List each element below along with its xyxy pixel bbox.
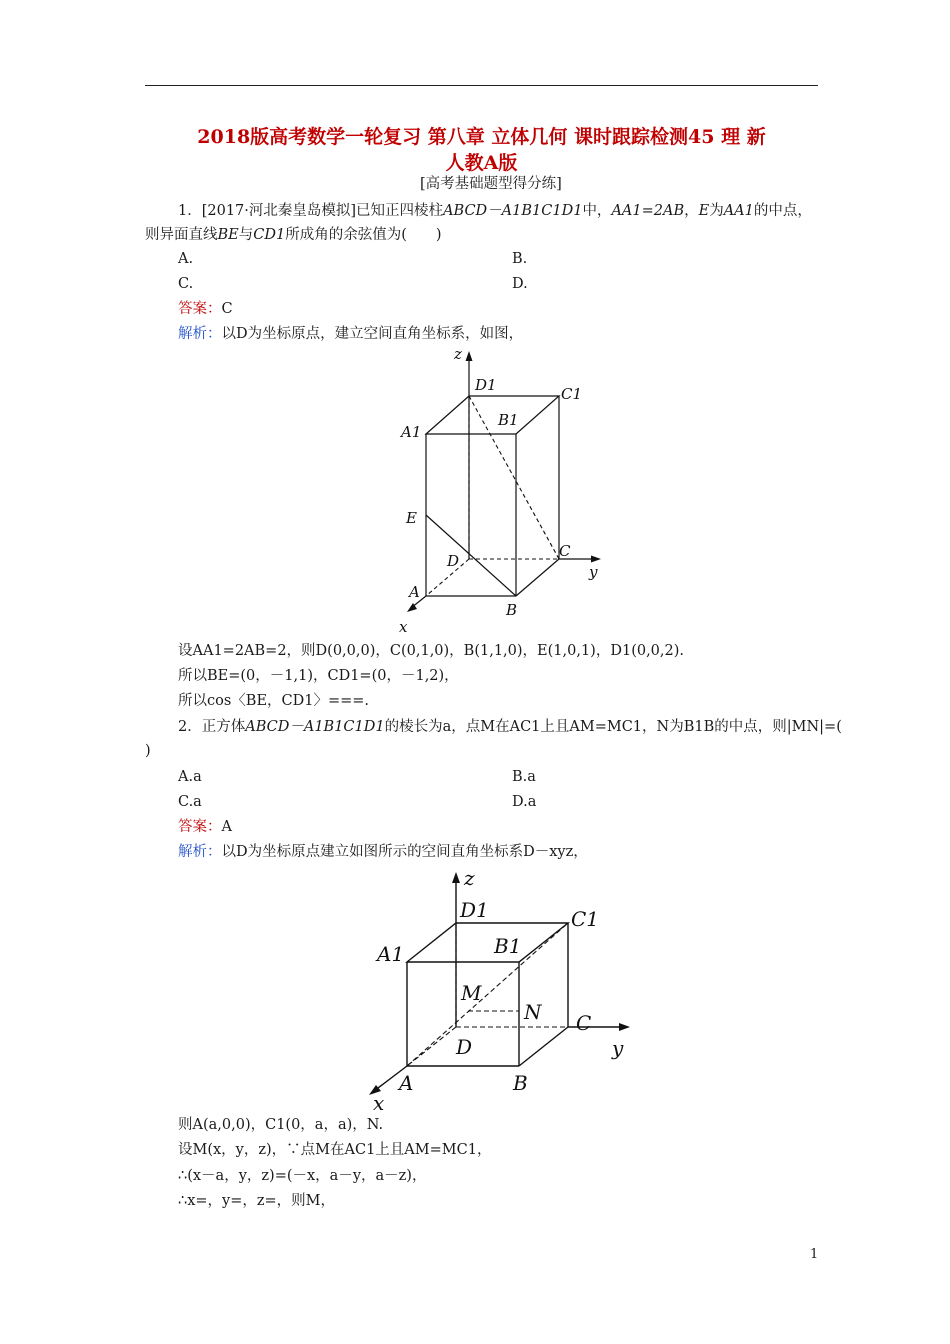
fig2-label-x: x — [373, 1091, 385, 1115]
q1-option-a: A. — [178, 251, 194, 267]
fig2-label-d: D — [456, 1035, 473, 1059]
fig1-label-a1: A1 — [401, 423, 422, 441]
fig1-label-b: B — [506, 601, 518, 619]
fig2-label-b: B — [513, 1071, 528, 1095]
figure-1-prism — [395, 345, 615, 640]
q2-analysis: 解析：以D为坐标原点建立如图所示的空间直角坐标系D－xyz， — [178, 844, 588, 860]
q2-option-d: D.a — [512, 794, 537, 810]
fig2-label-d1: D1 — [460, 898, 489, 922]
fig1-label-x: x — [399, 618, 408, 636]
q2-solution-line3: ∴(x－a，y，z)=(－x，a－y，a－z)， — [178, 1168, 427, 1184]
fig2-label-c1: C1 — [571, 907, 600, 931]
fig2-label-m: M — [461, 981, 482, 1005]
figure-2-cube — [360, 865, 640, 1115]
q2-solution-line4: ∴x=，y=，z=，则M， — [178, 1193, 336, 1209]
document-subtitle: [高考基础题型得分练] — [420, 176, 562, 192]
fig2-label-c: C — [576, 1011, 592, 1035]
q1-stem-line2: 则异面直线BE与CD1所成角的余弦值为( ) — [145, 227, 442, 243]
fig1-label-a: A — [409, 583, 420, 601]
q1-solution-line2: 所以BE=(0，－1,1)，CD1=(0，－1,2)， — [178, 668, 459, 684]
document-title-line1: 2018版高考数学一轮复习 第八章 立体几何 课时跟踪检测45 理 新 — [197, 126, 766, 148]
q1-option-c: C. — [178, 276, 194, 292]
q1-option-b: B. — [512, 251, 528, 267]
fig2-label-b1: B1 — [494, 934, 522, 958]
fig2-label-y: y — [612, 1036, 624, 1060]
q2-stem-line1: 2．正方体ABCD－A1B1C1D1的棱长为a，点M在AC1上且AM=MC1，N为B1B的中点，则|MN|=( — [178, 719, 842, 735]
header-rule — [145, 85, 818, 86]
q2-option-b: B.a — [512, 769, 536, 785]
q2-answer: 答案：A — [178, 819, 232, 835]
page-number: 1 — [810, 1247, 819, 1262]
q2-option-c: C.a — [178, 794, 202, 810]
fig1-label-b1: B1 — [498, 411, 519, 429]
document-title-line2: 人教A版 — [445, 152, 518, 174]
q1-solution-line3: 所以cos〈BE，CD1〉===. — [178, 693, 370, 709]
fig1-label-c: C — [559, 542, 571, 560]
q1-stem-line1: 1．[2017·河北秦皇岛模拟]已知正四棱柱ABCD－A1B1C1D1中，AA1=2AB，E为AA1的中点， — [178, 203, 812, 219]
q1-solution-line1: 设AA1=2AB=2，则D(0,0,0)，C(0,1,0)，B(1,1,0)，E(1,0,1)，D1(0,0,2). — [178, 643, 685, 659]
q1-analysis: 解析：以D为坐标原点，建立空间直角坐标系，如图， — [178, 326, 524, 342]
fig1-label-d1: D1 — [475, 376, 497, 394]
fig1-label-e: E — [406, 509, 417, 527]
q2-stem-line2: ) — [145, 743, 151, 759]
q1-option-d: D. — [512, 276, 528, 292]
fig1-label-d: D — [447, 552, 460, 570]
fig2-label-a: A — [399, 1071, 414, 1095]
fig1-label-y: y — [589, 563, 598, 581]
fig2-label-z: z — [464, 866, 475, 890]
fig2-label-a1: A1 — [377, 942, 405, 966]
q2-solution-line1: 则A(a,0,0)，C1(0，a，a)，N. — [178, 1117, 384, 1133]
fig2-label-n: N — [524, 1000, 542, 1024]
fig1-label-c1: C1 — [561, 385, 583, 403]
fig1-label-z: z — [454, 345, 462, 363]
q2-solution-line2: 设M(x，y，z)，∵点M在AC1上且AM=MC1， — [178, 1142, 492, 1158]
q1-answer: 答案：C — [178, 301, 233, 317]
q2-option-a: A.a — [178, 769, 202, 785]
